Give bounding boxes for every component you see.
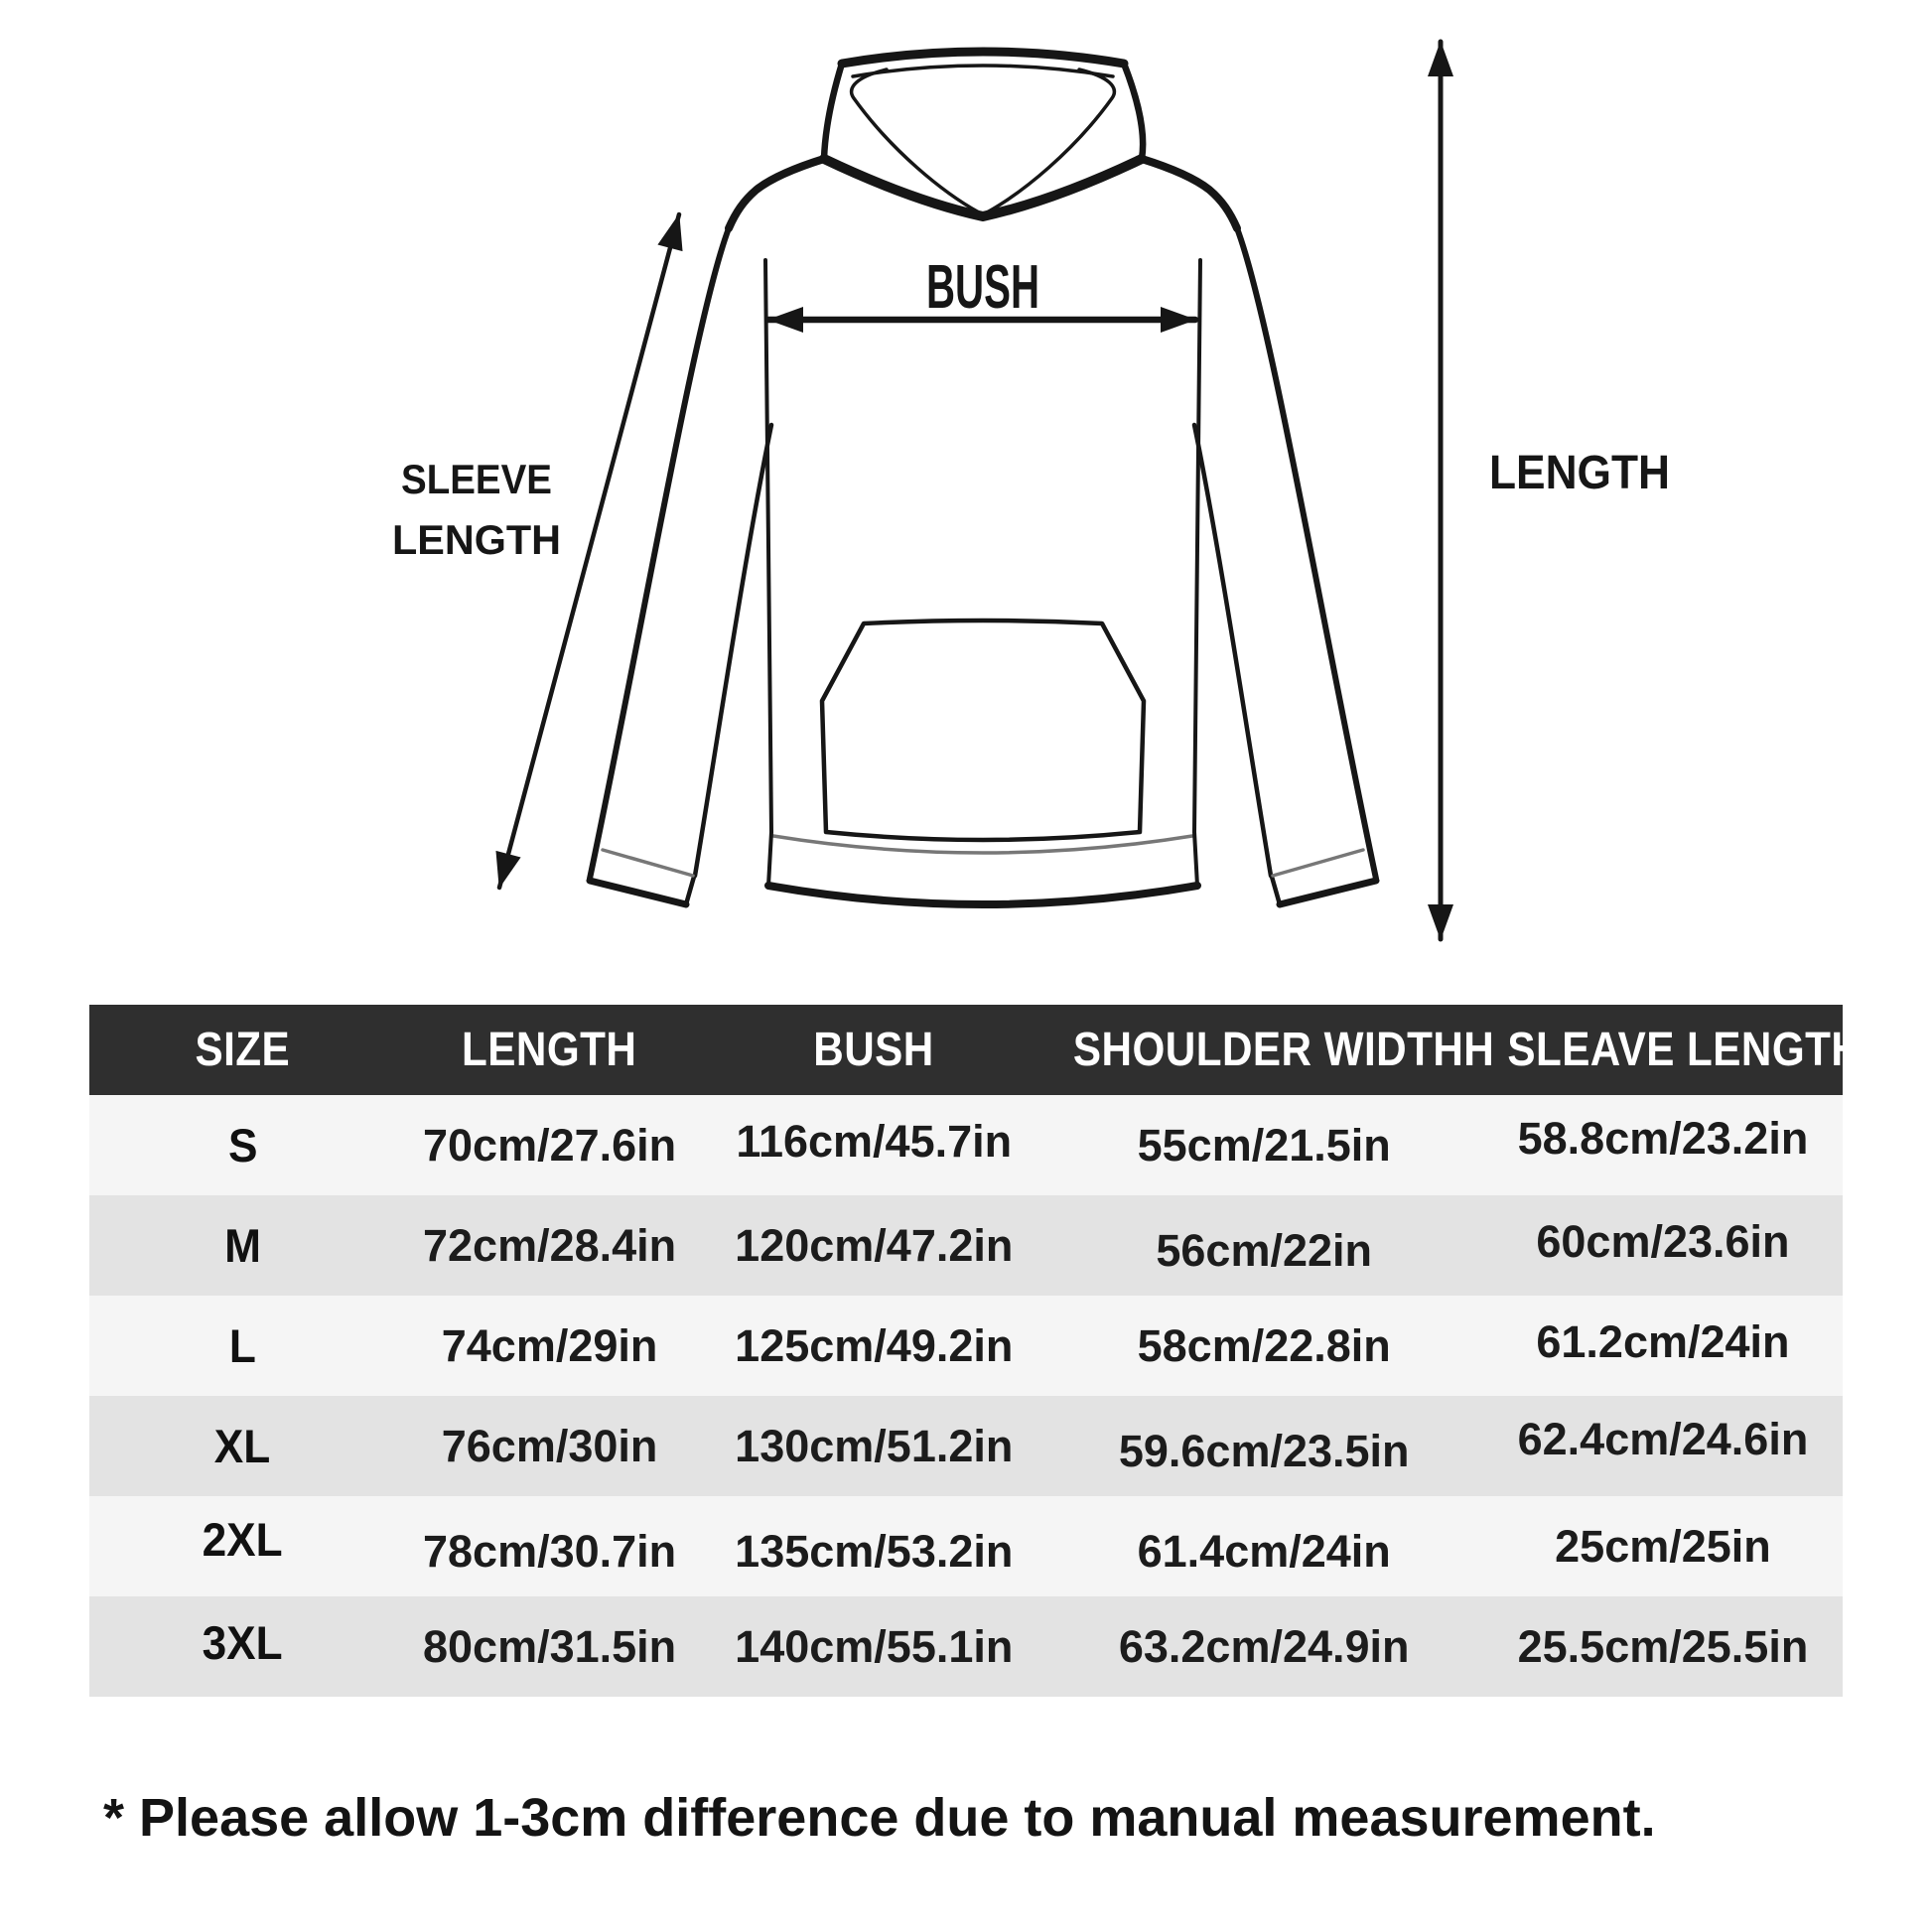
size-value: 2XL	[203, 1513, 284, 1566]
left-cuff-seam	[603, 850, 693, 876]
sleeve-value: 25.5cm/25.5in	[1517, 1621, 1809, 1672]
sleeve-value: 62.4cm/24.6in	[1517, 1414, 1809, 1464]
table-row-3xl	[89, 1596, 1843, 1697]
bush-value: 140cm/55.1in	[735, 1621, 1014, 1672]
sleeve-length-label-line2: LENGTH	[392, 516, 561, 563]
hood-inner-arc	[853, 66, 1113, 76]
right-cuff-side	[1272, 877, 1280, 904]
sleeve-value: 60cm/23.6in	[1536, 1216, 1790, 1267]
bush-label: BUSH	[926, 253, 1039, 322]
body-left-edge	[765, 260, 771, 832]
hood-right-edge	[1124, 64, 1143, 159]
table-row-s	[89, 1095, 1843, 1195]
shoulder-value: 63.2cm/24.9in	[1118, 1621, 1410, 1672]
size-value: XL	[214, 1420, 271, 1472]
length-value: 72cm/28.4in	[422, 1220, 677, 1271]
shoulder-value: 56cm/22in	[1156, 1225, 1373, 1276]
left-cuff-end	[590, 881, 686, 904]
measurement-disclaimer: * Please allow 1-3cm difference due to manual measurement.	[103, 1788, 1656, 1848]
hood-left-edge	[824, 64, 842, 159]
right-sleeve-inner-line	[1194, 425, 1271, 876]
shoulder-value: 59.6cm/23.5in	[1118, 1426, 1410, 1476]
right-cuff-end	[1280, 881, 1376, 904]
right-sleeve-outer-line	[1237, 228, 1376, 879]
bush-value: 116cm/45.7in	[736, 1116, 1013, 1167]
size-value: S	[227, 1119, 258, 1172]
sleeve-length-label-line1: SLEEVE	[401, 456, 552, 502]
size-value: L	[229, 1319, 257, 1372]
bush-value: 130cm/51.2in	[735, 1421, 1014, 1471]
header-length: LENGTH	[462, 1023, 637, 1076]
length-label: LENGTH	[1489, 447, 1670, 499]
length-value: 74cm/29in	[441, 1320, 658, 1371]
left-sleeve-inner-line	[695, 425, 771, 876]
length-value: 80cm/31.5in	[422, 1621, 677, 1672]
sleeve-value: 61.2cm/24in	[1536, 1316, 1790, 1367]
hood-top	[842, 52, 1124, 64]
table-row-2xl	[89, 1496, 1843, 1596]
header-sleeve-length: SLEAVE LENGTH	[1507, 1023, 1863, 1076]
sleeve-value: 58.8cm/23.2in	[1517, 1113, 1809, 1164]
length-value: 70cm/27.6in	[422, 1120, 677, 1171]
header-bush: BUSH	[813, 1023, 935, 1076]
size-value: M	[224, 1219, 261, 1272]
size-table	[89, 1005, 1863, 1697]
table-row-m	[89, 1195, 1843, 1296]
table-header-row	[89, 1005, 1863, 1095]
left-sleeve-outer-line	[590, 228, 729, 879]
right-cuff-seam	[1273, 850, 1363, 876]
left-cuff-side	[686, 877, 694, 904]
pocket	[822, 621, 1144, 840]
table-row-xl	[89, 1396, 1843, 1496]
header-shoulder-width: SHOULDER WIDTHH	[1073, 1023, 1495, 1076]
bush-value: 125cm/49.2in	[735, 1320, 1014, 1371]
length-value: 78cm/30.7in	[422, 1526, 677, 1577]
shoulder-value: 55cm/21.5in	[1137, 1120, 1391, 1171]
table-row-l	[89, 1296, 1843, 1396]
sleeve-value: 25cm/25in	[1555, 1521, 1771, 1572]
shoulder-value: 61.4cm/24in	[1137, 1526, 1391, 1577]
length-value: 76cm/30in	[441, 1421, 658, 1471]
shoulder-value: 58cm/22.8in	[1137, 1320, 1391, 1371]
bush-value: 135cm/53.2in	[735, 1526, 1014, 1577]
size-value: 3XL	[203, 1616, 284, 1669]
header-size: SIZE	[195, 1023, 291, 1076]
bush-value: 120cm/47.2in	[735, 1220, 1014, 1271]
